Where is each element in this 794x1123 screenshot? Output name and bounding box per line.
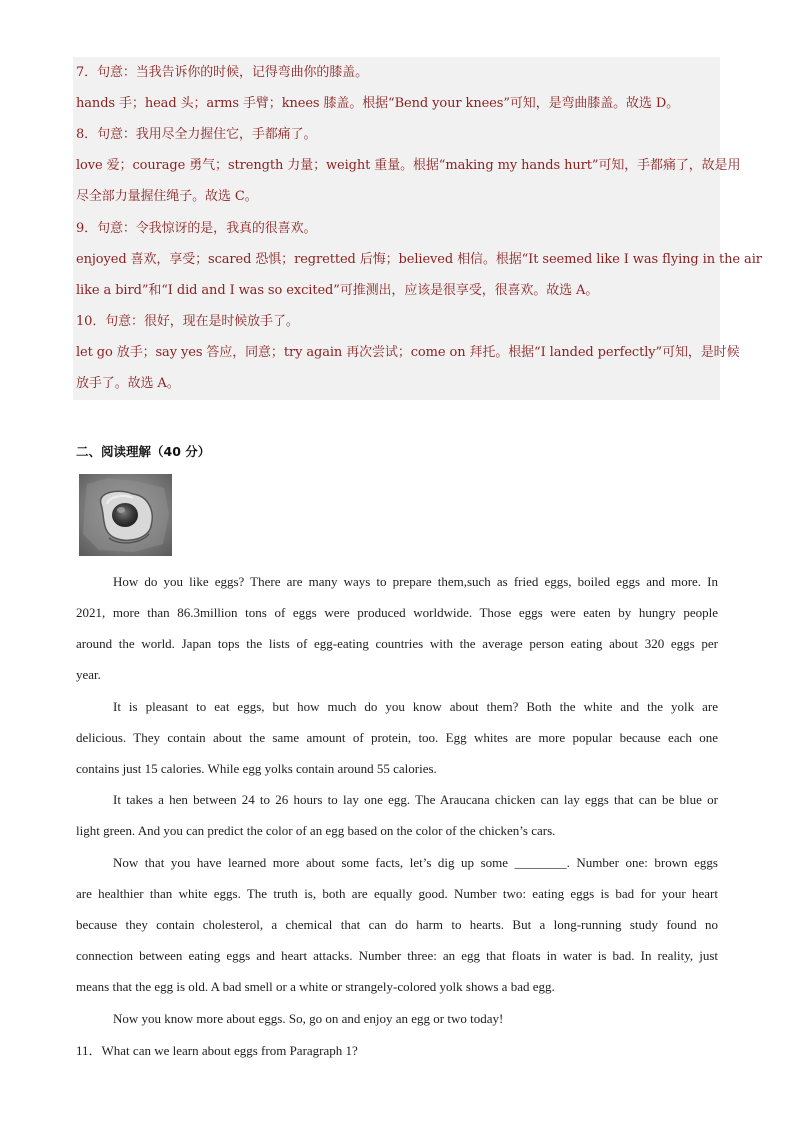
answer-q8-explanation: love 爱；courage 勇气；strength 力量；weight 重量。根据“making my hands hurt”可知，手都痛了，故是用 [76, 158, 741, 173]
answer-q10-explanation-cont: 放手了。故选 A。 [76, 376, 180, 391]
passage-paragraph-4-line-1: Now that you have learned more about some facts, let’s dig up some ________. Number one: brown eggs [113, 855, 718, 870]
passage-paragraph-2-line-1: It is pleasant to eat eggs, but how much do you know about them? Both the white and the yolk are [113, 699, 718, 714]
passage-paragraph-4-line-4: connection between eating eggs and heart attacks. Number three: an egg that floats in water is bad. In reality, just [76, 948, 718, 963]
passage-paragraph-4-line-2: are healthier than white eggs. The truth is, both are equally good. Number two: eating eggs is bad for your heart [76, 886, 718, 901]
passage-paragraph-2-line-3: contains just 15 calories. While egg yolks contain around 55 calories. [76, 761, 437, 776]
answer-q8-explanation-cont: 尽全部力量握住绳子。故选 C。 [76, 189, 258, 204]
passage-paragraph-1-line-1: How do you like eggs? There are many ways to prepare them,such as fried eggs, boiled eggs and more. In [113, 574, 718, 589]
answer-q10-explanation: let go 放手；say yes 答应，同意；try again 再次尝试；come on 拜托。根据“I landed perfectly”可知，是时候 [76, 345, 740, 360]
answer-q9-explanation-cont: like a bird”和“I did and I was so excited”可推测出，应该是很享受，很喜欢。故选 A。 [76, 283, 599, 298]
question-11: 11．What can we learn about eggs from Paragraph 1? [76, 1043, 358, 1058]
passage-paragraph-1-line-4: year. [76, 667, 101, 682]
passage-paragraph-1-line-2: 2021, more than 86.3million tons of eggs were produced worldwide. Those eggs were eaten by hungry people [76, 605, 718, 620]
passage-paragraph-2-line-2: delicious. They contain about the same amount of protein, too. Egg whites are more popular because each one [76, 730, 718, 745]
fried-egg-photo [79, 474, 172, 556]
passage-paragraph-3-line-1: It takes a hen between 24 to 26 hours to lay one egg. The Araucana chicken can lay eggs that can be blue or [113, 792, 718, 807]
passage-paragraph-3-line-2: light green. And you can predict the color of an egg based on the color of the chicken’s cars. [76, 823, 556, 838]
passage-paragraph-1-line-3: around the world. Japan tops the lists of egg-eating countries with the average person eating about 320 eggs per [76, 636, 718, 651]
section-heading-reading: 二、阅读理解（40 分） [76, 444, 211, 459]
answer-q9-explanation: enjoyed 喜欢，享受；scared 恐惧；regretted 后悔；believed 相信。根据“It seemed like I was flying in the air [76, 252, 762, 267]
answer-q7-explanation: hands 手；head 头；arms 手臂；knees 膝盖。根据“Bend your knees”可知，是弯曲膝盖。故选 D。 [76, 96, 680, 111]
passage-paragraph-4-line-3: because they contain cholesterol, a chemical that can do harm to hearts. But a long-running study found no [76, 917, 718, 932]
passage-paragraph-5-line-1: Now you know more about eggs. So, go on and enjoy an egg or two today! [113, 1011, 504, 1026]
answer-q8-title: 8．句意：我用尽全力握住它，手都痛了。 [76, 127, 317, 142]
answer-q10-title: 10．句意：很好，现在是时候放手了。 [76, 314, 299, 329]
answer-q7-title: 7．句意：当我告诉你的时候，记得弯曲你的膝盖。 [76, 65, 368, 80]
answer-q9-title: 9．句意：令我惊讶的是，我真的很喜欢。 [76, 221, 317, 236]
passage-paragraph-4-line-5: means that the egg is old. A bad smell or a white or strangely-colored yolk shows a bad egg. [76, 979, 555, 994]
